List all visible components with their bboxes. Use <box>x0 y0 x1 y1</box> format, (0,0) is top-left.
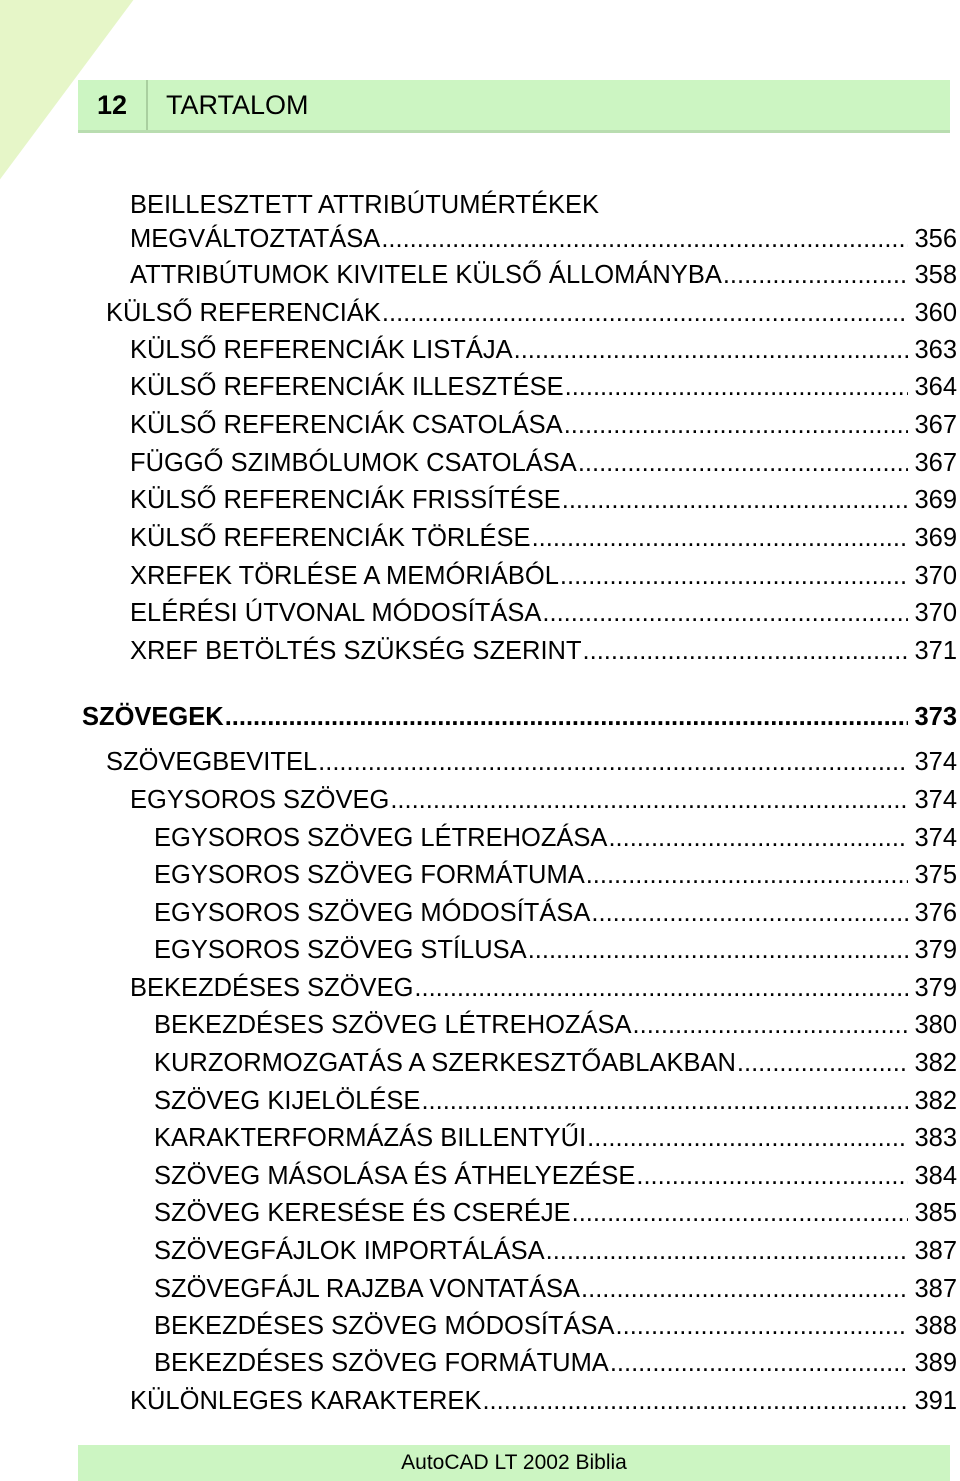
toc-entry-page: 370 <box>914 562 957 590</box>
toc-entry-page: 371 <box>914 637 957 665</box>
toc-entry-page: 389 <box>914 1349 957 1377</box>
toc-entry-title: KÜLSŐ REFERENCIÁK LISTÁJA <box>130 336 513 364</box>
footer-book-title: AutoCAD LT 2002 Biblia <box>401 1451 627 1474</box>
toc-entry-title: KÜLÖNLEGES KARAKTEREK <box>130 1387 482 1415</box>
toc-entry-page: 379 <box>914 974 957 1002</box>
toc-entry-page: 382 <box>914 1087 957 1115</box>
toc-entry-title: SZÖVEG MÁSOLÁSA ÉS ÁTHELYEZÉSE <box>154 1162 636 1190</box>
toc-entry-title: XREFEK TÖRLÉSE A MEMÓRIÁBÓL <box>130 562 559 590</box>
toc-entry-title: SZÖVEGFÁJL RAJZBA VONTATÁSA <box>154 1275 581 1303</box>
toc-entry-page: 369 <box>914 486 957 514</box>
toc-dot-leader <box>586 1121 908 1155</box>
toc-dot-leader <box>736 1046 909 1080</box>
toc-entry-page: 373 <box>914 703 957 731</box>
toc-entry-page: 391 <box>914 1387 957 1415</box>
toc-entry-title: ELÉRÉSI ÚTVONAL MÓDOSÍTÁSA <box>130 599 542 627</box>
toc-entry-page: 375 <box>914 861 957 889</box>
toc-dot-leader <box>615 1309 909 1343</box>
toc-entry-page: 364 <box>914 373 957 401</box>
toc-dot-leader <box>389 783 908 817</box>
toc-entry-title: MEGVÁLTOZTATÁSA <box>130 225 381 253</box>
toc-entry <box>130 408 957 442</box>
toc-entry-title: SZÖVEG KERESÉSE ÉS CSERÉJE <box>154 1199 571 1227</box>
toc-entry-page: 363 <box>914 336 957 364</box>
toc-entry <box>154 1196 957 1230</box>
toc-dot-leader <box>571 1196 909 1230</box>
toc-dot-leader <box>380 222 908 256</box>
toc-dot-leader <box>590 896 908 930</box>
toc-entry-page: 369 <box>914 524 957 552</box>
toc-entry-title: FÜGGŐ SZIMBÓLUMOK CSATOLÁSA <box>130 449 577 477</box>
toc-dot-leader <box>609 1346 909 1380</box>
toc-entry <box>154 1008 957 1042</box>
toc-entry <box>130 188 957 222</box>
toc-entry <box>130 1384 957 1418</box>
toc-entry-title: KÜLSŐ REFERENCIÁK TÖRLÉSE <box>130 524 531 552</box>
page-footer <box>78 1445 950 1481</box>
toc-entry <box>154 933 957 967</box>
toc-entry <box>130 446 957 480</box>
toc-entry <box>82 700 957 734</box>
toc-entry <box>130 634 957 668</box>
toc-dot-leader <box>317 745 908 779</box>
toc-entry <box>130 370 957 404</box>
toc-entry-page: 367 <box>914 449 957 477</box>
toc-entry-title: KÜLSŐ REFERENCIÁK CSATOLÁSA <box>130 411 563 439</box>
toc-dot-leader <box>541 596 908 630</box>
toc-entry <box>130 333 957 367</box>
toc-dot-leader <box>582 634 909 668</box>
page-number: 12 <box>78 80 148 130</box>
toc-entry-title: KURZORMOZGATÁS A SZERKESZTŐABLAKBAN <box>154 1049 736 1077</box>
toc-entry <box>154 1346 957 1380</box>
toc-entry-title: KÜLSŐ REFERENCIÁK <box>106 299 381 327</box>
toc-dot-leader <box>481 1384 908 1418</box>
toc-entry <box>154 1272 957 1306</box>
toc-entry-title: ATTRIBÚTUMOK KIVITELE KÜLSŐ ÁLLOMÁNYBA <box>130 261 722 289</box>
toc-entry-page: 367 <box>914 411 957 439</box>
toc-entry <box>106 296 957 330</box>
toc-entry-title: EGYSOROS SZÖVEG <box>130 786 390 814</box>
toc-entry-title: BEKEZDÉSES SZÖVEG MÓDOSÍTÁSA <box>154 1312 615 1340</box>
toc-entry <box>130 596 957 630</box>
toc-entry <box>130 783 957 817</box>
toc-entry <box>154 1046 957 1080</box>
toc-entry-title: SZÖVEGFÁJLOK IMPORTÁLÁSA <box>154 1237 545 1265</box>
toc-entry-page: 387 <box>914 1275 957 1303</box>
toc-entry-title: BEKEZDÉSES SZÖVEG <box>130 974 414 1002</box>
toc-dot-leader <box>635 1159 908 1193</box>
toc-entry-page: 385 <box>914 1199 957 1227</box>
toc-entry-page: 360 <box>914 299 957 327</box>
toc-entry-page: 356 <box>914 225 957 253</box>
toc-dot-leader <box>564 370 909 404</box>
toc-entry-page: 358 <box>914 261 957 289</box>
toc-entry-title: EGYSOROS SZÖVEG LÉTREHOZÁSA <box>154 824 608 852</box>
toc-dot-leader <box>420 1084 908 1118</box>
toc-dot-leader <box>224 700 909 734</box>
toc-entry-page: 374 <box>914 748 957 776</box>
toc-dot-leader <box>585 858 909 892</box>
toc-entry-page: 376 <box>914 899 957 927</box>
toc-dot-leader <box>580 1272 908 1306</box>
toc-entry <box>130 483 957 517</box>
toc-dot-leader <box>531 521 909 555</box>
toc-dot-leader <box>563 408 909 442</box>
toc-dot-leader <box>513 333 909 367</box>
toc-entry <box>154 1234 957 1268</box>
toc-entry <box>130 258 957 292</box>
toc-entry-title: SZÖVEGBEVITEL <box>106 748 318 776</box>
toc-entry-title: XREF BETÖLTÉS SZÜKSÉG SZERINT <box>130 637 582 665</box>
toc-entry-page: 379 <box>914 936 957 964</box>
toc-entry <box>130 521 957 555</box>
toc-entry-page: 370 <box>914 599 957 627</box>
toc-entry <box>106 745 957 779</box>
toc-entry-title: BEILLESZTETT ATTRIBÚTUMÉRTÉKEK <box>130 191 600 219</box>
toc-dot-leader <box>722 258 909 292</box>
toc-entry-title: SZÖVEGEK <box>82 703 224 731</box>
toc-dot-leader <box>607 821 908 855</box>
toc-entry <box>154 1084 957 1118</box>
toc-entry-title: BEKEZDÉSES SZÖVEG FORMÁTUMA <box>154 1349 609 1377</box>
toc-entry <box>130 222 957 256</box>
toc-entry-title: KARAKTERFORMÁZÁS BILLENTYŰI <box>154 1124 587 1152</box>
toc-entry-page: 380 <box>914 1011 957 1039</box>
toc-dot-leader <box>545 1234 909 1268</box>
toc-entry <box>130 559 957 593</box>
toc-dot-leader <box>632 1008 909 1042</box>
toc-entry-page: 387 <box>914 1237 957 1265</box>
toc-entry <box>154 821 957 855</box>
toc-entry-title: EGYSOROS SZÖVEG MÓDOSÍTÁSA <box>154 899 591 927</box>
toc-entry-page: 374 <box>914 824 957 852</box>
toc-entry-page: 388 <box>914 1312 957 1340</box>
toc-entry <box>154 1121 957 1155</box>
toc-entry-page: 374 <box>914 786 957 814</box>
page-header <box>78 80 950 133</box>
toc-dot-leader <box>381 296 909 330</box>
toc-entry-title: KÜLSŐ REFERENCIÁK ILLESZTÉSE <box>130 373 564 401</box>
toc-entry-title: EGYSOROS SZÖVEG FORMÁTUMA <box>154 861 585 889</box>
toc-entry <box>154 896 957 930</box>
toc-entry-page: 384 <box>914 1162 957 1190</box>
toc-entry <box>154 858 957 892</box>
toc-dot-leader <box>559 559 909 593</box>
toc-entry-title: SZÖVEG KIJELÖLÉSE <box>154 1087 421 1115</box>
toc-dot-leader <box>577 446 909 480</box>
toc-entry-title: KÜLSŐ REFERENCIÁK FRISSÍTÉSE <box>130 486 561 514</box>
toc-dot-leader <box>561 483 909 517</box>
toc-entry-title: BEKEZDÉSES SZÖVEG LÉTREHOZÁSA <box>154 1011 632 1039</box>
toc-entry <box>130 971 957 1005</box>
toc-entry-title: EGYSOROS SZÖVEG STÍLUSA <box>154 936 527 964</box>
toc-dot-leader <box>413 971 908 1005</box>
toc-entry-page: 382 <box>914 1049 957 1077</box>
toc-dot-leader <box>527 933 909 967</box>
page-title: TARTALOM <box>166 89 309 120</box>
toc-entry <box>154 1159 957 1193</box>
toc-entry <box>154 1309 957 1343</box>
toc-entry-page: 383 <box>914 1124 957 1152</box>
